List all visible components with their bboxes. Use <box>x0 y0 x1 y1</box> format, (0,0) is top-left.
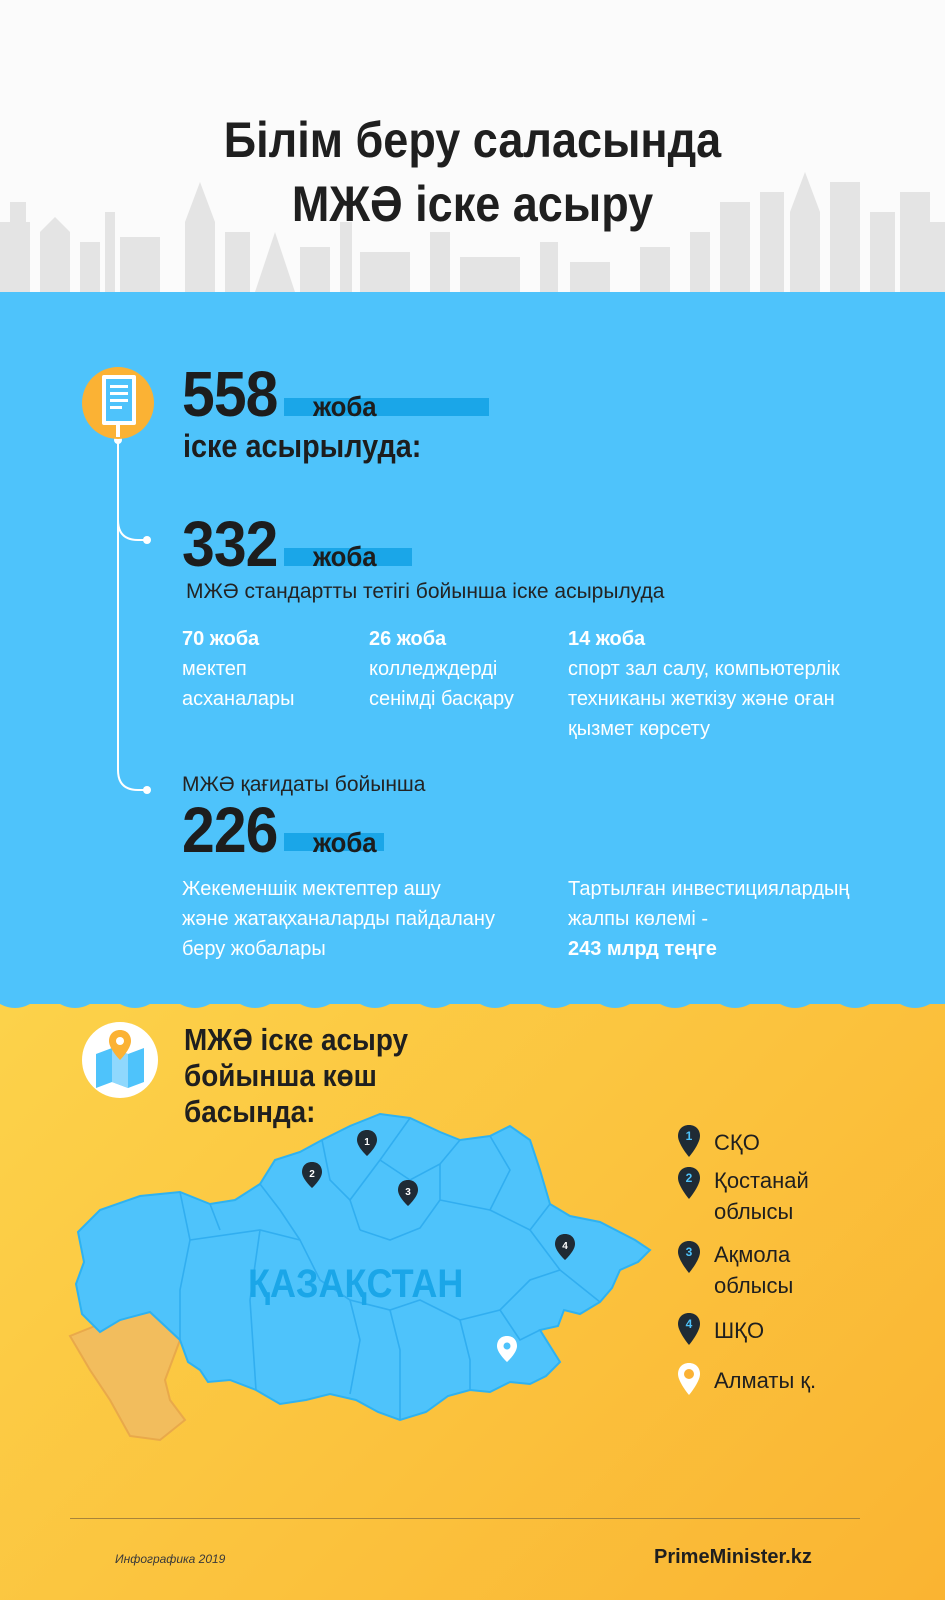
pin-icon <box>676 1312 702 1346</box>
title-line-2: МЖӘ іске асыру <box>291 176 654 232</box>
map-location-icon <box>80 1020 160 1100</box>
legend-label: Қостанай <box>714 1168 809 1193</box>
principle-text: Жекеменшік мектептер ашу <box>182 878 441 900</box>
item-text: колледждерді <box>369 658 498 680</box>
principle-number: 226 <box>182 794 278 866</box>
total-unit: жоба <box>313 391 377 422</box>
leaders-line: бойынша көш <box>184 1058 377 1093</box>
item-text: асханалары <box>182 688 295 710</box>
map-country-label: ҚАЗАҚСТАН <box>248 1262 464 1306</box>
item-text: қызмет көрсету <box>568 718 711 740</box>
item-text: сенімді басқару <box>369 688 514 710</box>
total-caption: іске асырылуда: <box>183 428 422 464</box>
pin-icon <box>676 1240 702 1274</box>
legend-label: Ақмола <box>714 1242 791 1267</box>
item-count: 26 жоба <box>369 628 447 650</box>
legend-label: облысы <box>714 1199 794 1224</box>
header <box>0 0 945 292</box>
standard-unit: жоба <box>313 541 377 572</box>
document-icon <box>80 365 156 441</box>
investment-amount: 243 млрд теңге <box>568 938 717 960</box>
svg-text:1: 1 <box>685 1129 693 1143</box>
standard-number: 332 <box>182 508 278 580</box>
svg-text:2: 2 <box>685 1171 693 1185</box>
legend-label: СҚО <box>714 1130 760 1155</box>
location-pin-icon <box>676 1362 702 1396</box>
page-title <box>47 108 898 236</box>
total-number: 558 <box>182 358 278 430</box>
svg-text:3: 3 <box>685 1245 693 1259</box>
investment-text: жалпы көлемі - <box>568 908 709 930</box>
wave-divider <box>0 996 945 1016</box>
map-pin <box>358 1428 366 1450</box>
footer-caption: Инфографика 2019 <box>115 1552 226 1566</box>
principle-unit: жоба <box>313 827 377 858</box>
principle-caption: МЖӘ қағидаты бойынша <box>182 773 426 796</box>
item-text: мектеп <box>182 658 247 680</box>
footer-divider <box>70 1518 860 1519</box>
map-pin-4: 4 <box>562 1241 568 1252</box>
legend-label: Алматы қ. <box>714 1368 817 1393</box>
item-text: спорт зал салу, компьютерлік <box>568 658 840 680</box>
pin-icon <box>676 1124 702 1158</box>
item-count: 70 жоба <box>182 628 260 650</box>
standard-caption: МЖӘ стандартты тетігі бойынша іске асырылуда <box>186 580 665 603</box>
item-count: 14 жоба <box>568 628 646 650</box>
map-pin-1: 1 <box>364 1137 370 1148</box>
principle-text: беру жобалары <box>182 938 326 960</box>
svg-text:4: 4 <box>685 1317 693 1331</box>
legend-label: облысы <box>714 1273 794 1298</box>
source-link[interactable]: PrimeMinister.kz <box>654 1546 812 1568</box>
leaders-line: басында: <box>184 1094 316 1129</box>
title-line-1: Білім беру саласында <box>223 112 722 168</box>
pin-icon <box>676 1166 702 1200</box>
item-text: техниканы жеткізу және оған <box>568 688 835 710</box>
investment-text: Тартылған инвестициялардың <box>568 878 850 900</box>
map-pin-2: 2 <box>309 1169 315 1180</box>
map-pin-3: 3 <box>405 1187 411 1198</box>
principle-text: және жатақханаларды пайдалану <box>182 908 495 930</box>
legend-label: ШҚО <box>714 1318 765 1343</box>
leaders-line: МЖӘ іске асыру <box>184 1022 409 1057</box>
